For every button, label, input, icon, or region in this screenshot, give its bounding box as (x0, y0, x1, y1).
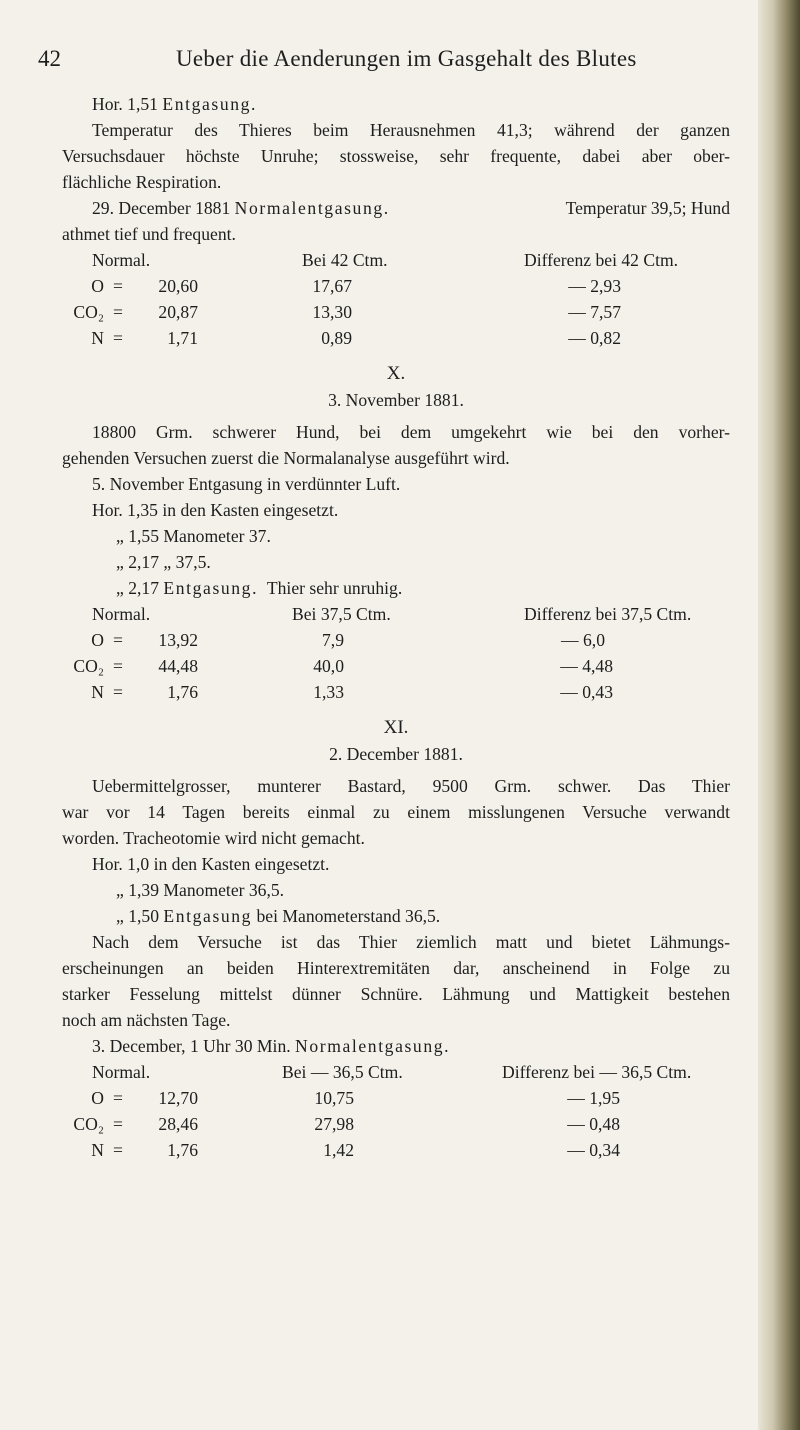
text-line: flächliche Respiration. (62, 172, 222, 192)
table-row: CO₂ = 28,46 27,98 — 0,48 (73, 1114, 620, 1134)
text-line: erscheinungen an beiden Hinterextremitäten dar, anscheinend in Folge zu (62, 958, 730, 978)
text-line: war vor 14 Tagen bereits einmal zu einem misslungenen Versuche verwandt (62, 802, 730, 822)
text-line: 29. December 1881 Normalentgasung. Temperatur 39,5; Hund (92, 198, 730, 218)
text-line: 5. November Entgasung in verdünnter Luft. (92, 474, 401, 494)
text-line: Nach dem Versuche ist das Thier ziemlich matt und bietet Lähmungs- (92, 932, 730, 952)
text-line: Uebermittelgrosser, munterer Bastard, 9500 Grm. schwer. Das Thier (92, 776, 730, 796)
running-title: Ueber die Aenderungen im Gasgehalt des Blutes (176, 46, 637, 71)
text-line: „ 1,39 Manometer 36,5. (116, 880, 285, 900)
table-row: O = 20,60 17,67 — 2,93 (91, 276, 621, 296)
text-line: Hor. 1,0 in den Kasten eingesetzt. (92, 854, 330, 874)
section-date: 2. December 1881. (329, 744, 463, 764)
text-line: Temperatur des Thieres beim Herausnehmen 41,3; während der ganzen (92, 120, 730, 140)
table-header-row: Normal. Bei — 36,5 Ctm. Differenz bei — 36,5 Ctm. (92, 1062, 692, 1082)
table-row: CO₂ = 44,48 40,0 — 4,48 (73, 656, 613, 676)
page-body (62, 91, 730, 1163)
text-line: Hor. 1,51 Entgasung. (92, 94, 258, 114)
page-header (38, 46, 728, 76)
section-numeral: XI. (383, 717, 409, 738)
table-row: N = 1,71 0,89 — 0,82 (91, 328, 621, 348)
text-line: Hor. 1,35 in den Kasten eingesetzt. (92, 500, 339, 520)
text-line: gehenden Versuchen zuerst die Normalanalyse ausgeführt wird. (62, 448, 510, 468)
text-line: noch am nächsten Tage. (62, 1010, 231, 1030)
text-line: „ 2,17 Entgasung. Thier sehr unruhig. (116, 578, 403, 598)
table-header-row: Normal. Bei 37,5 Ctm. Differenz bei 37,5 Ctm. (92, 604, 692, 624)
text-line: starker Fesselung mittelst dünner Schnüre. Lähmung und Mattigkeit bestehen (62, 984, 730, 1004)
page-number: 42 (38, 46, 61, 71)
text-line: „ 2,17 „ 37,5. (116, 552, 211, 572)
text-line: „ 1,55 Manometer 37. (116, 526, 271, 546)
text-line: 3. December, 1 Uhr 30 Min. Normalentgasung. (92, 1036, 451, 1056)
table-row: O = 12,70 10,75 — 1,95 (91, 1088, 620, 1108)
text-line: athmet tief und frequent. (62, 224, 236, 244)
book-binding-edge (758, 0, 800, 1430)
table-row: O = 13,92 7,9 — 6,0 (91, 630, 605, 650)
text-line: 18800 Grm. schwerer Hund, bei dem umgekehrt wie bei den vorher- (92, 422, 730, 442)
text-line: worden. Tracheotomie wird nicht gemacht. (62, 828, 365, 848)
table-row: N = 1,76 1,33 — 0,43 (91, 682, 613, 702)
section-date: 3. November 1881. (328, 390, 464, 410)
section-numeral: X. (386, 363, 406, 384)
table-header-row: Normal. Bei 42 Ctm. Differenz bei 42 Ctm. (92, 250, 679, 270)
text-line: Versuchsdauer höchste Unruhe; stossweise, sehr frequente, dabei aber ober- (62, 146, 730, 166)
table-row: N = 1,76 1,42 — 0,34 (91, 1140, 620, 1160)
table-row: CO₂ = 20,87 13,30 — 7,57 (73, 302, 621, 322)
text-line: „ 1,50 Entgasung bei Manometerstand 36,5. (116, 906, 441, 926)
